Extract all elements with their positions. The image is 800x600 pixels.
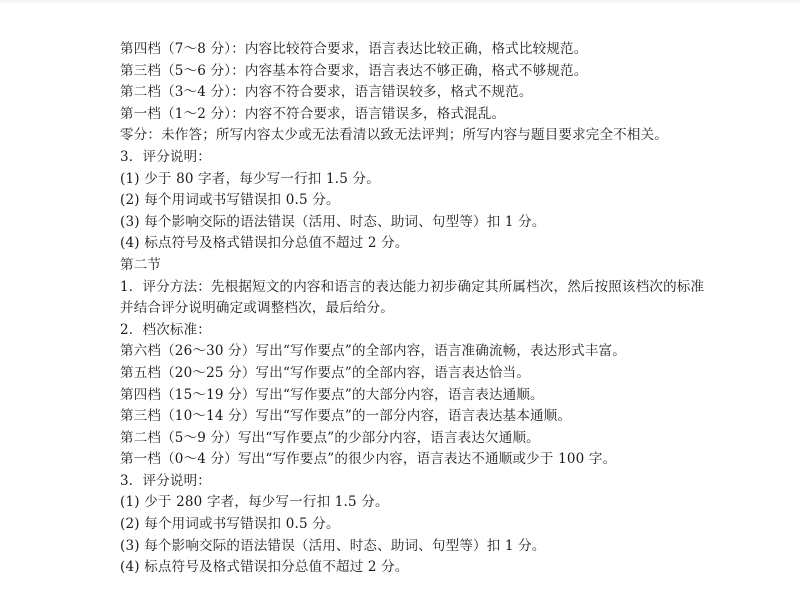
grade-1-standard: 第一档（0～4 分）写出“写作要点”的很少内容，语言表达不通顺或少于 100 字。 bbox=[120, 451, 617, 468]
scoring-note-4: (4) 标点符号及格式错误扣分总值不超过 2 分。 bbox=[120, 235, 409, 252]
scoring-notes-heading-2: 3．评分说明： bbox=[120, 472, 211, 489]
grade-2-standard: 第二档（5～9 分）写出“写作要点”的少部分内容，语言表达欠通顺。 bbox=[120, 429, 540, 446]
scoring-note-2: (2) 每个用词或书写错误扣 0.5 分。 bbox=[120, 192, 340, 209]
grade-3-criteria: 第三档（5～6 分）：内容基本符合要求，语言表达不够正确，格式不够规范。 bbox=[120, 62, 588, 79]
scoring-note-2-2: (2) 每个用词或书写错误扣 0.5 分。 bbox=[120, 516, 340, 533]
page-top-edge bbox=[0, 0, 800, 4]
scoring-note-2-4: (4) 标点符号及格式错误扣分总值不超过 2 分。 bbox=[120, 559, 409, 576]
zero-score-criteria: 零分：未作答；所写内容太少或无法看清以致无法评判；所写内容与题目要求完全不相关。 bbox=[120, 127, 668, 144]
scoring-note-2-3: (3) 每个影响交际的语法错误（活用、时态、助词、句型等）扣 1 分。 bbox=[120, 537, 546, 554]
grade-standards-heading: 2．档次标准： bbox=[120, 321, 211, 338]
scoring-note-3: (3) 每个影响交际的语法错误（活用、时态、助词、句型等）扣 1 分。 bbox=[120, 213, 546, 230]
section-2-heading: 第二节 bbox=[120, 256, 162, 273]
grade-4-criteria: 第四档（7～8 分）：内容比较符合要求，语言表达比较正确，格式比较规范。 bbox=[120, 41, 588, 57]
grade-2-criteria: 第二档（3～4 分）：内容不符合要求，语言错误较多，格式不规范。 bbox=[120, 84, 533, 101]
grade-1-criteria: 第一档（1～2 分）：内容不符合要求，语言错误多，格式混乱。 bbox=[120, 105, 506, 122]
scoring-method: 1．评分方法：先根据短文的内容和语言的表达能力初步确定其所属档次，然后按照该档次的标准并结合评分说明确定或调整档次，最后给分。 bbox=[120, 278, 705, 317]
grade-6-standard: 第六档（26～30 分）写出“写作要点”的全部内容，语言准确流畅，表达形式丰富。 bbox=[120, 343, 626, 360]
scoring-note-1: (1) 少于 80 字者，每少写一行扣 1.5 分。 bbox=[120, 170, 380, 187]
grade-4-standard: 第四档（15～19 分）写出“写作要点”的大部分内容，语言表达通顺。 bbox=[120, 386, 544, 403]
grade-5-standard: 第五档（20～25 分）写出“写作要点”的全部内容，语言表达恰当。 bbox=[120, 364, 531, 381]
scoring-note-2-1: (1) 少于 280 字者，每少写一行扣 1.5 分。 bbox=[120, 494, 389, 511]
grade-3-standard: 第三档（10～14 分）写出“写作要点”的一部分内容，语言表达基本通顺。 bbox=[120, 408, 572, 425]
scoring-notes-heading: 3．评分说明： bbox=[120, 148, 211, 165]
